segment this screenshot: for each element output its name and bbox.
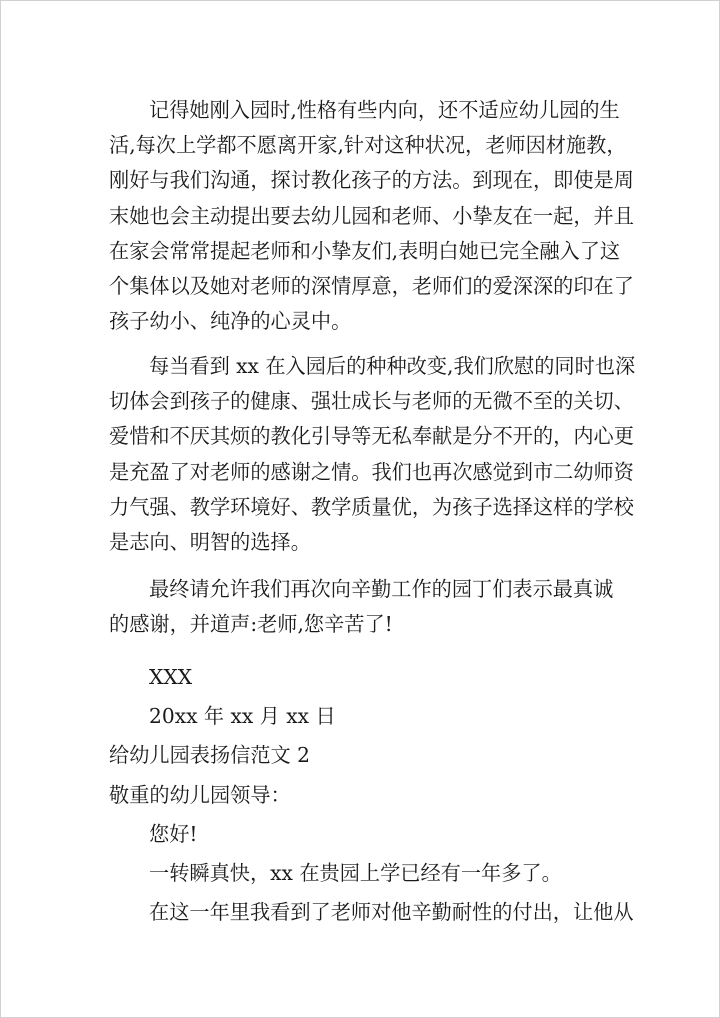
salutation: 敬重的幼儿园领导： (109, 783, 291, 807)
text-line: 末她也会主动提出要去幼儿园和老师、小挚友在一起，并且 (109, 203, 634, 228)
text-line: 力气强、教学环境好、教学质量优，为孩子选择这样的学校 (109, 494, 634, 519)
paragraph-closing (109, 572, 615, 642)
text-line: 爱惜和不厌其烦的教化引导等无私奉献是分不开的，内心更 (109, 424, 634, 449)
text-line: 记得她刚入园时,性格有些内向，还不适应幼儿园的生 (149, 98, 620, 122)
text-line: 在这一年里我看到了老师对他辛勤耐性的付出，让他从 (149, 900, 634, 924)
text-line: 每当看到 xx 在入园后的种种改变,我们欣慰的同时也深 (149, 354, 636, 378)
text-line: 一转瞬真快，xx 在贵园上学已经有一年多了。 (149, 861, 562, 885)
paragraph-childhood-adjustment (109, 93, 634, 339)
text-line: 刚好与我们沟通，探讨教化孩子的方法。到现在，即使是周 (109, 168, 634, 193)
text-line: 活,每次上学都不愿离开家,针对这种状况，老师因材施教， (109, 133, 627, 158)
text-line: 的感谢，并道声:老师,您辛苦了! (109, 612, 393, 637)
text-line: 个集体以及她对老师的深情厚意，老师们的爱深深的印在了 (109, 274, 634, 299)
paragraph-gratitude (109, 349, 636, 560)
date: 20xx 年 xx 月 xx 日 (149, 704, 336, 728)
text-line: 最终请允许我们再次向辛勤工作的园丁们表示最真诚 (149, 577, 614, 601)
signature: XXX (149, 665, 193, 689)
greeting: 您好! (149, 822, 198, 846)
text-line: 是志向、明智的选择。 (109, 530, 311, 555)
text-line: 切体会到孩子的健康、强壮成长与老师的无微不至的关切、 (109, 389, 634, 414)
text-line: 孩子幼小、纯净的心灵中。 (109, 309, 352, 334)
text-line: 是充盈了对老师的感谢之情。我们也再次感觉到市二幼师资 (109, 459, 634, 484)
text-line: 在家会常常提起老师和小挚友们,表明白她已完全融入了这 (109, 238, 621, 263)
section-heading: 给幼儿园表扬信范文 2 (109, 743, 310, 767)
